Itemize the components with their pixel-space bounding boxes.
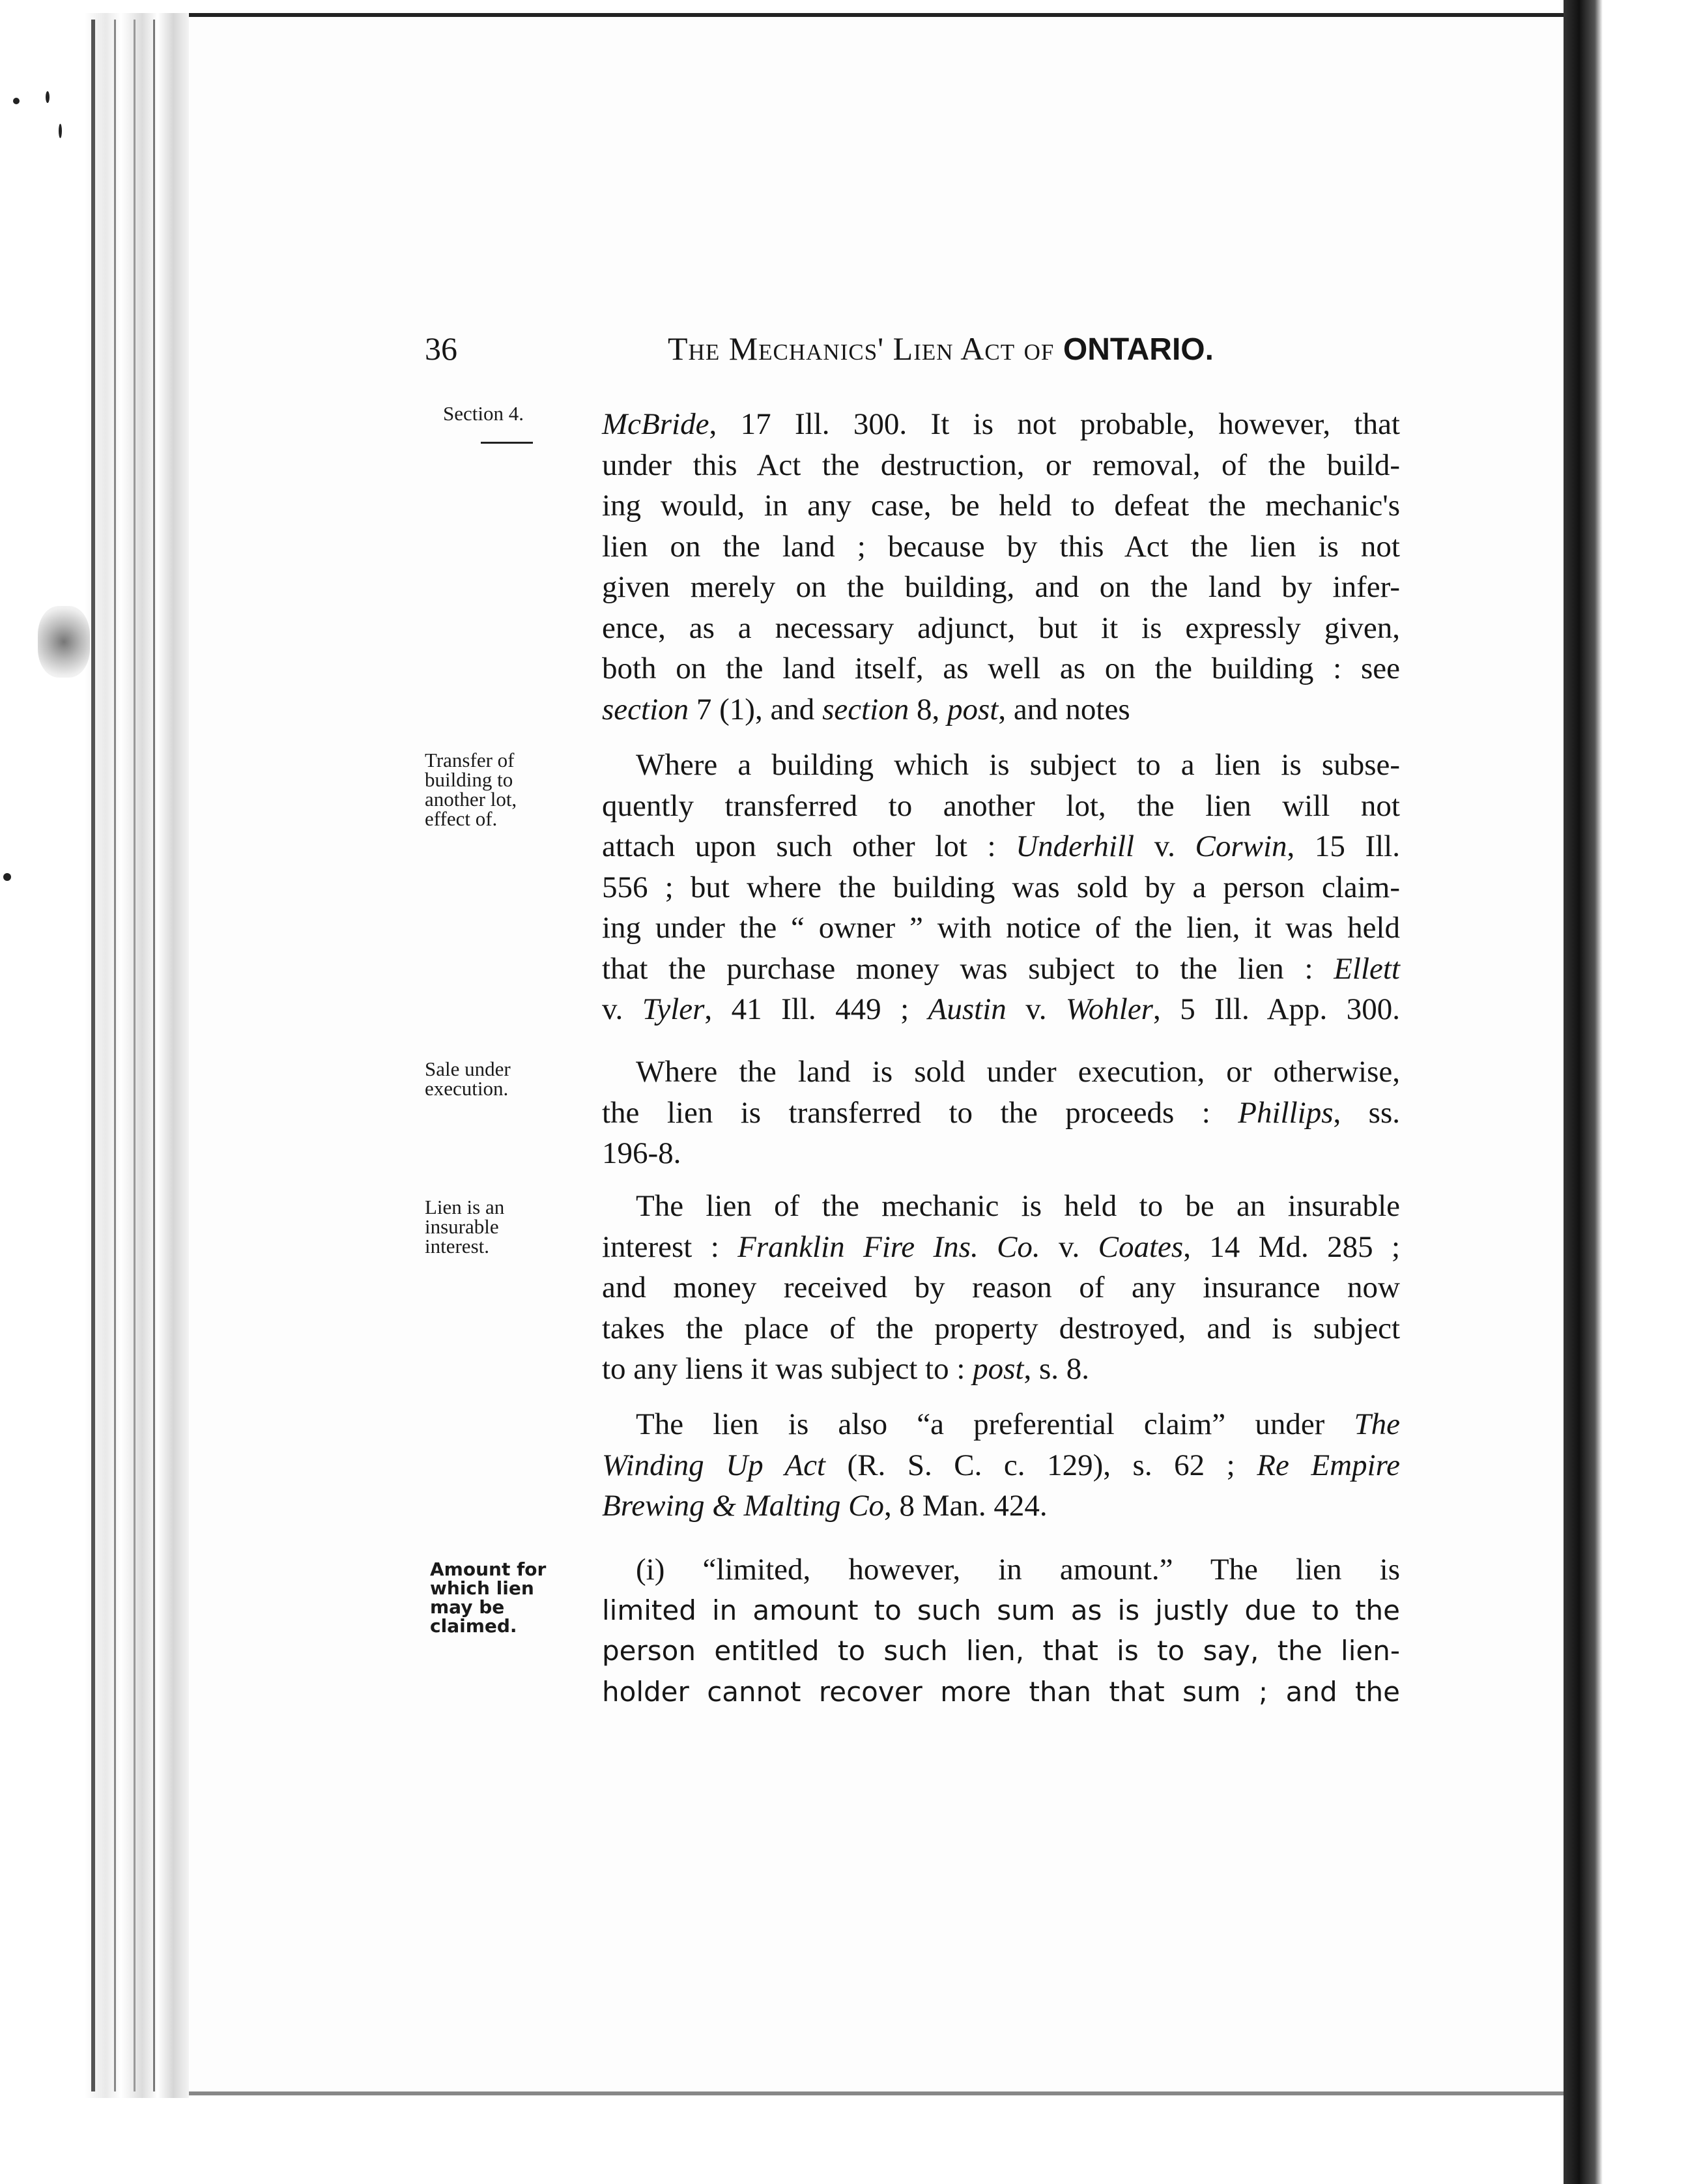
text-line: ing would, in any case, be held to defeat the mechanic's <box>602 489 1400 523</box>
margin-note-section: Section 4. <box>443 402 524 425</box>
text-line: Brewing & Malting Co, 8 Man. 424. <box>602 1489 1048 1523</box>
text-line: given merely on the building, and on the land by infer- <box>602 570 1400 604</box>
page-number: 36 <box>425 330 457 367</box>
paragraph-2 <box>602 745 1400 1030</box>
text-line: the lien is transferred to the proceeds : Phillips, ss. <box>602 1095 1400 1130</box>
text-line: Winding Up Act (R. S. C. c. 129), s. 62 ; Re Empire <box>602 1448 1400 1482</box>
margin-note-insurable: Lien is an insurable interest. <box>425 1196 505 1257</box>
text-line: The lien of the mechanic is held to be an insurable <box>636 1189 1400 1223</box>
text-line: The lien is also “a preferential claim” under The <box>636 1407 1400 1441</box>
text-line: v. Tyler, 41 Ill. 449 ; Austin v. Wohler, 5 Ill. App. 300. <box>602 992 1400 1026</box>
text-line: interest : Franklin Fire Ins. Co. v. Coates, 14 Md. 285 ; <box>602 1229 1400 1264</box>
book-edge-line <box>114 20 116 2091</box>
text-line: (i) “limited, however, in amount.” The lien is <box>636 1553 1400 1587</box>
text-line: Where the land is sold under execution, or otherwise, <box>636 1055 1400 1089</box>
text-line: person entitled to such lien, that is to say, the lien- <box>602 1635 1400 1667</box>
text-line: holder cannot recover more than that sum ; and the <box>602 1675 1400 1708</box>
text-line: attach upon such other lot : Underhill v. Corwin, 15 Ill. <box>602 829 1400 863</box>
text-line: quently transferred to another lot, the lien will not <box>602 788 1400 823</box>
margin-note-amount: Amount for which lien may be claimed. <box>430 1559 547 1637</box>
text-line: to any liens it was subject to : post, s. 8. <box>602 1352 1090 1386</box>
paragraph-1 <box>602 404 1400 730</box>
text-line: limited in amount to such sum as is justly due to the <box>602 1594 1400 1626</box>
scan-speck <box>3 873 11 881</box>
paragraph-5 <box>602 1404 1400 1527</box>
running-title <box>668 330 1214 367</box>
text-line: Where a building which is subject to a lien is subse- <box>636 748 1400 782</box>
text-line: 196-8. <box>602 1136 681 1170</box>
text-line: both on the land itself, as well as on the building : see <box>602 652 1400 685</box>
margin-note-transfer: Transfer of building to another lot, effect of. <box>425 749 517 830</box>
scan-smudge <box>38 606 90 678</box>
book-edge-line <box>153 20 155 2091</box>
scan-speck <box>46 91 50 103</box>
text-line: section 7 (1), and section 8, post, and notes <box>602 692 1130 726</box>
text-line: ence, as a necessary adjunct, but it is expressly given, <box>602 611 1400 645</box>
book-edge-line <box>134 20 136 2091</box>
text-line: under this Act the destruction, or removal, of the build- <box>602 448 1400 482</box>
page-bottom-edge <box>189 2091 1570 2095</box>
paragraph-3 <box>602 1052 1400 1174</box>
text-line: that the purchase money was subject to the lien : Ellett <box>602 951 1400 986</box>
running-title-text: The Mechanics' Lien Act of <box>668 330 1055 367</box>
text-line: 556 ; but where the building was sold by a person claim- <box>602 870 1400 904</box>
margin-note-sale: Sale under execution. <box>425 1057 511 1100</box>
text-line: takes the place of the property destroyed, and is subject <box>602 1311 1400 1345</box>
book-edge-left <box>85 13 189 2098</box>
scan-speck <box>13 98 20 104</box>
text-line: ing under the “ owner ” with notice of the lien, it was held <box>602 911 1400 945</box>
paragraph-6 <box>602 1549 1400 1712</box>
margin-rule <box>481 442 533 444</box>
text-line: McBride, 17 Ill. 300. It is not probable, however, that <box>602 407 1400 441</box>
paragraph-4 <box>602 1186 1400 1390</box>
book-edge-right <box>1564 0 1603 2184</box>
book-edge-line <box>91 20 95 2091</box>
text-line: lien on the land ; because by this Act the lien is not <box>602 529 1400 564</box>
running-title-ontario: ONTARIO. <box>1063 332 1214 367</box>
scan-speck <box>59 124 62 138</box>
text-line: and money received by reason of any insurance now <box>602 1271 1400 1304</box>
